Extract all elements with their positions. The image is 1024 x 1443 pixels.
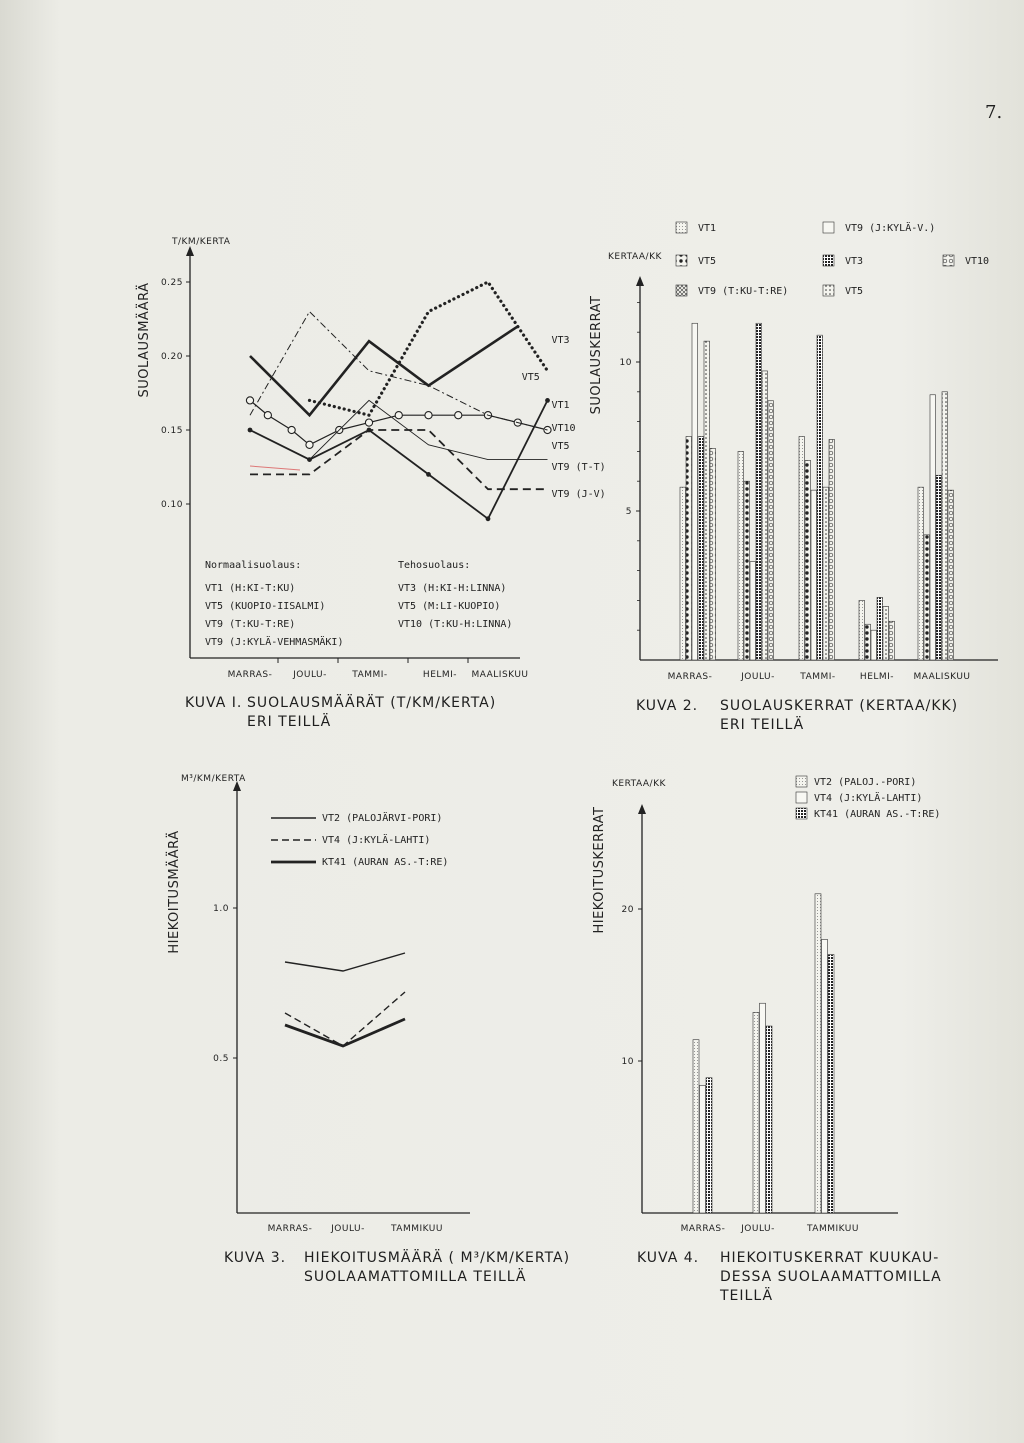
kuva4-caption-line3: TEILLÄ (720, 1288, 774, 1304)
kuva1-ytick-label: 0.20 (160, 352, 183, 362)
kuva2-bar (942, 392, 948, 660)
kuva2-caption-line1: SUOLAUSKERRAT (KERTAA/KK) (720, 698, 959, 714)
kuva4-bar (700, 1085, 706, 1213)
kuva1-point (306, 441, 313, 448)
kuva1-y-label: SUOLAUSMÄÄRÄ (137, 282, 152, 398)
kuva2-legend-item: VT10 (965, 256, 990, 267)
kuva2-legend-swatch (823, 255, 834, 266)
kuva2-legend-item: VT5 (698, 256, 717, 267)
kuva4-ytick-label: 10 (621, 1057, 634, 1067)
kuva2-bar (710, 448, 716, 660)
kuva2-ytick-label: 5 (625, 507, 632, 517)
kuva2-bar (738, 451, 744, 660)
kuva2-legend-swatch (823, 222, 834, 233)
kuva2-caption (636, 697, 958, 735)
kuva2-caption-line2: ERI TEILLÄ (720, 717, 805, 733)
kuva1-legend-item: VT9 (J:KYLÄ-VEHMASMÄKI) (205, 637, 344, 648)
kuva1-point (288, 426, 295, 433)
kuva2-bar (883, 606, 889, 660)
kuva3-caption (224, 1249, 570, 1287)
kuva2-legend-item: VT9 (J:KYLÄ-V.) (845, 223, 936, 234)
kuva2-bar (762, 371, 768, 660)
kuva1-x-label: TAMMI- (352, 670, 388, 680)
kuva1-legend-title: Normaalisuolaus: (205, 560, 302, 571)
kuva1-series-label: VT1 (551, 400, 570, 411)
kuva1-x-label: MAALISKUU (471, 670, 529, 680)
kuva1-series-line (250, 326, 518, 415)
kuva1-legend-item: VT9 (T:KU-T:RE) (205, 619, 296, 630)
kuva2-bar (924, 535, 930, 660)
kuva4-caption-line2: DESSA SUOLAAMATTOMILLA (720, 1269, 942, 1285)
kuva4-bar (822, 939, 828, 1213)
kuva1-series-label: VT3 (551, 335, 570, 346)
kuva2-legend-item: VT9 (T:KU-T:RE) (698, 286, 789, 297)
kuva3-x-label: JOULU- (331, 1224, 365, 1234)
kuva1-series-label: VT9 (J-V) (551, 489, 606, 500)
kuva4-bar (753, 1012, 759, 1213)
kuva4-bar (828, 955, 834, 1213)
kuva1-legend-item: VT10 (T:KU-H:LINNA) (398, 619, 513, 630)
kuva1-point (395, 412, 402, 419)
kuva4-bar (815, 894, 821, 1213)
kuva1-point (455, 412, 462, 419)
kuva2-legend-swatch (823, 285, 834, 296)
kuva2-legend-swatch (676, 222, 687, 233)
kuva2-x-label: JOULU- (741, 672, 775, 682)
kuva4-axis-arrow (638, 804, 646, 814)
kuva3-x-label: MARRAS- (267, 1224, 313, 1234)
kuva3-caption-line1: HIEKOITUSMÄÄRÄ ( M³/KM/KERTA) (304, 1250, 571, 1266)
kuva2-legend-item: VT5 (845, 286, 864, 297)
kuva2-bar (865, 624, 871, 660)
kuva3-legend-item: VT2 (PALOJÄRVI-PORI) (322, 813, 443, 824)
kuva1-chart (136, 237, 606, 680)
kuva1-point (425, 412, 432, 419)
kuva2-axis-arrow (636, 276, 644, 286)
kuva2-bar (859, 600, 865, 660)
kuva3-legend-item: VT4 (J:KYLÄ-LAHTI) (322, 835, 431, 846)
kuva1-point (264, 412, 271, 419)
kuva2-bar (930, 395, 936, 660)
kuva2-bar (936, 475, 942, 660)
kuva1-red-mark (250, 466, 300, 470)
kuva2-bar (768, 401, 774, 660)
kuva2-legend-swatch (943, 255, 954, 266)
kuva1-caption-line2: ERI TEILLÄ (247, 714, 332, 730)
kuva1-legend-item: VT5 (KUOPIO-IISALMI) (205, 601, 326, 612)
kuva4-legend-swatch (796, 792, 807, 803)
kuva2-chart (589, 221, 998, 682)
kuva1-point (426, 472, 431, 477)
kuva2-bar (871, 630, 877, 660)
kuva2-bar (829, 439, 835, 660)
kuva4-y-label: HIEKOITUSKERRAT (592, 806, 607, 934)
kuva2-bar (817, 335, 823, 660)
kuva4-x-label: MARRAS- (680, 1224, 726, 1234)
kuva2-bar (918, 487, 924, 660)
kuva4-legend-swatch (796, 808, 807, 819)
kuva2-bar (805, 460, 811, 660)
kuva2-legend-swatch (676, 285, 687, 296)
kuva1-point (365, 419, 372, 426)
kuva2-bar (704, 341, 710, 660)
kuva2-bar (799, 437, 805, 661)
kuva1-axis-arrow (186, 246, 194, 256)
kuva1-legend-title: Tehosuolaus: (398, 560, 471, 571)
kuva4-chart (592, 776, 940, 1234)
kuva1-caption (185, 694, 496, 732)
kuva2-bar (680, 487, 686, 660)
kuva4-bar (693, 1040, 699, 1213)
kuva2-caption-label: KUVA 2. (636, 698, 699, 714)
kuva3-y-unit: M³/KM/KERTA (181, 774, 246, 784)
kuva1-series-label: VT5 (521, 372, 540, 383)
kuva2-y-unit: KERTAA/KK (608, 252, 662, 262)
kuva1-x-label: JOULU- (293, 670, 327, 680)
kuva3-ytick-label: 1.0 (213, 904, 229, 914)
kuva3-series-line (285, 953, 405, 971)
kuva2-bar (692, 323, 698, 660)
kuva4-x-label: JOULU- (741, 1224, 775, 1234)
kuva2-bar (756, 323, 762, 660)
kuva4-legend-item: KT41 (AURAN AS.-T:RE) (814, 809, 941, 820)
kuva4-legend-item: VT4 (J:KYLÄ-LAHTI) (814, 793, 923, 804)
kuva3-y-label: HIEKOITUSMÄÄRÄ (167, 830, 182, 954)
kuva4-bar (760, 1003, 766, 1213)
kuva2-bar (750, 562, 756, 660)
kuva1-y-unit: T/KM/KERTA (172, 237, 231, 247)
kuva1-series-label: VT5 (551, 441, 570, 452)
kuva2-bar (686, 437, 692, 661)
kuva1-ytick-label: 0.10 (160, 500, 183, 510)
kuva1-series-label: VT9 (T-T) (551, 462, 606, 473)
kuva2-bar (823, 487, 829, 660)
kuva2-x-label: HELMI- (859, 672, 895, 682)
kuva1-x-label: HELMI- (422, 670, 458, 680)
kuva4-x-label: TAMMIKUU (807, 1224, 859, 1234)
kuva1-point (545, 398, 550, 403)
kuva2-bar (811, 490, 817, 660)
kuva4-caption-line1: HIEKOITUSKERRAT KUUKAU- (720, 1250, 940, 1266)
kuva3-chart (166, 774, 470, 1234)
kuva2-bar (948, 490, 954, 660)
kuva1-caption-label: KUVA I. (185, 695, 243, 711)
kuva1-legend-item: VT3 (H:KI-H:LINNA) (398, 583, 507, 594)
kuva1-ytick-label: 0.25 (160, 278, 183, 288)
kuva3-caption-label: KUVA 3. (224, 1250, 287, 1266)
kuva2-ytick-label: 10 (619, 358, 632, 368)
kuva2-bar (889, 621, 895, 660)
kuva2-x-label: MAALISKUU (913, 672, 971, 682)
kuva1-x-label: MARRAS- (227, 670, 273, 680)
kuva3-ytick-label: 0.5 (213, 1054, 229, 1064)
kuva2-legend-swatch (676, 255, 687, 266)
kuva3-caption-line2: SUOLAAMATTOMILLA TEILLÄ (304, 1269, 527, 1285)
kuva1-caption-line1: SUOLAUSMÄÄRÄT (T/KM/KERTA) (247, 695, 497, 711)
kuva2-y-label: SUOLAUSKERRAT (589, 295, 604, 415)
kuva2-bar (877, 597, 883, 660)
kuva4-y-unit: KERTAA/KK (612, 779, 666, 789)
kuva2-legend-item: VT1 (698, 223, 717, 234)
kuva1-series-line (310, 282, 548, 415)
kuva4-legend-swatch (796, 776, 807, 787)
kuva1-series-label: VT10 (551, 423, 576, 434)
kuva4-bar (706, 1078, 712, 1213)
kuva2-legend-item: VT3 (845, 256, 864, 267)
kuva3-series-line (285, 1019, 405, 1046)
kuva2-x-label: MARRAS- (667, 672, 713, 682)
kuva3-series-line (285, 992, 405, 1046)
kuva4-ytick-label: 20 (621, 905, 634, 915)
kuva2-bar (744, 481, 750, 660)
kuva1-legend-item: VT5 (M:LI-KUOPIO) (398, 601, 501, 612)
kuva2-x-label: TAMMI- (800, 672, 836, 682)
kuva2-bar (698, 437, 704, 661)
page-number: 7. (985, 102, 1003, 123)
kuva1-legend-item: VT1 (H:KI-T:KU) (205, 583, 296, 594)
kuva3-x-label: TAMMIKUU (391, 1224, 443, 1234)
kuva4-bar (766, 1026, 772, 1213)
kuva1-ytick-label: 0.15 (160, 426, 183, 436)
kuva1-point (486, 516, 491, 521)
kuva4-caption (637, 1249, 942, 1306)
kuva4-legend-item: VT2 (PALOJ.-PORI) (814, 777, 917, 788)
kuva3-legend-item: KT41 (AURAN AS.-T:RE) (322, 857, 449, 868)
kuva4-caption-label: KUVA 4. (637, 1250, 700, 1266)
kuva1-point (246, 397, 253, 404)
